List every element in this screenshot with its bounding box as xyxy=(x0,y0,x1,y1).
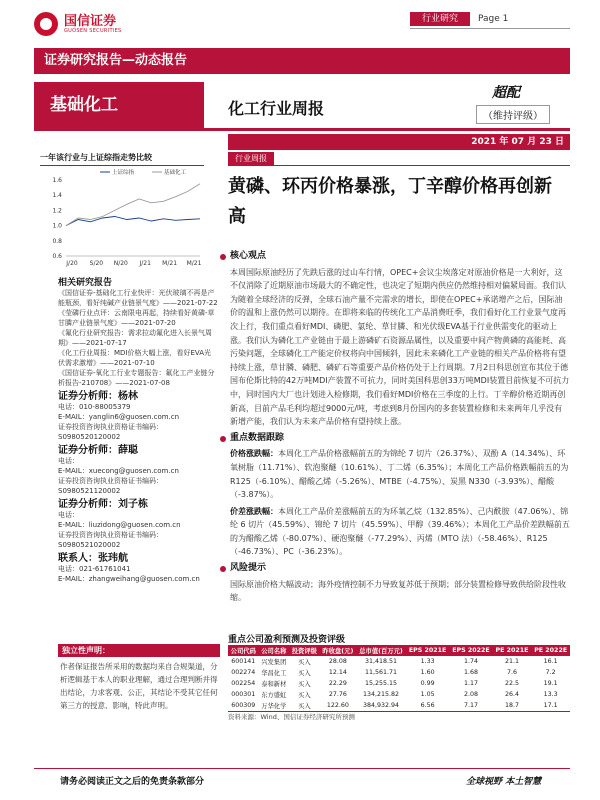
table-cell: 1.74 xyxy=(463,658,478,665)
sector-label: 基础化工 xyxy=(34,82,204,128)
table-cell: 27.76 xyxy=(328,691,347,698)
table-header: EPS 2021E xyxy=(406,645,449,656)
report-tag: 行业周报 xyxy=(228,152,274,165)
disclaimer-text: 作者保证报告所采用的数据均来自合规渠道，分析逻辑基于本人的职业理解，通过合理判断并得出结论，力求客观、公正，其结论不受其它任何第三方的授意、影响，特此声明。 xyxy=(60,662,218,710)
section-title: 重点数据跟踪 xyxy=(230,432,285,443)
page-number: Page 1 xyxy=(478,14,509,24)
x-tick-label: J/20 xyxy=(66,260,78,267)
table-cell: 15,255.15 xyxy=(364,680,398,687)
table-cell: 1.05 xyxy=(420,691,435,698)
x-tick-label: S/20 xyxy=(89,260,104,267)
y-tick-label: 0.6 xyxy=(52,253,62,260)
table-cell: 17.1 xyxy=(531,700,570,712)
table-cell: 600309 xyxy=(228,700,259,712)
risk-paragraph: 国际原油价格大幅波动；海外疫情控制不力导致复苏低于预期；部分装置检修导致供给阶段性收缩。 xyxy=(230,579,566,603)
table-cell: 1.60 xyxy=(420,669,435,676)
section-title: 风险提示 xyxy=(230,563,267,574)
section-data-heading xyxy=(220,432,570,446)
contact-tel: 电话：021-61761041 xyxy=(58,565,131,573)
bullet-icon xyxy=(220,254,226,260)
table-cell: 7.17 xyxy=(449,700,492,712)
sector-divider xyxy=(34,128,570,131)
x-tick-label: N/20 xyxy=(113,260,128,267)
series-line xyxy=(66,184,200,226)
rating: 超配 xyxy=(492,85,520,101)
table-cell: 002274 xyxy=(231,669,256,676)
spread-text: 本周化工产品价差涨幅前五的为环氧乙烷（132.85%）、己内酰胺（47.06%）、锦纶 6 切片（45.59%）、锦纶 7 切片（45.59%）、甲醇（39.46%）；本周化工产品价差跌幅前五的为醋酸乙烯（-80.07%）、硬泡聚醚（-77.29%）、丙烯（MTO 法）（-58.46%）、R125（-46.73%）、PC（-36.23%）。 xyxy=(230,506,570,557)
report-title: 化工行业周报 xyxy=(228,99,325,118)
analyst-block xyxy=(58,446,218,496)
table-row xyxy=(228,678,570,689)
table-cell: 122.60 xyxy=(320,700,357,712)
table-cell: 31,418.51 xyxy=(364,658,398,665)
analyst-role: 证券分析师： xyxy=(58,391,118,402)
table-header: PE 2022E xyxy=(531,645,570,656)
footer-slogan: 全球视野 本土智慧 xyxy=(466,777,542,787)
rating-sub: （维持评级） xyxy=(476,105,550,124)
analyst-cert: 证券投资咨询执业资格证书编码：S0980521120002 xyxy=(58,477,163,495)
table-cell: 2.08 xyxy=(463,691,478,698)
related-item: 《国信证券-基础化工行业快评：光伏玻璃不再是产能瓶颈，看好纯碱产业链景气度》——2021-07-22 xyxy=(58,289,218,307)
legend-label: 上证综指 xyxy=(112,170,135,176)
analyst-role: 证券分析师： xyxy=(58,499,118,510)
table-cell: 买入 xyxy=(298,692,311,699)
table-cell: 19.1 xyxy=(543,680,558,687)
analyst-email: E-MAIL：xuecong@guosen.com.cn xyxy=(58,467,179,475)
table-cell: 21.1 xyxy=(504,658,519,665)
table-cell: 16.1 xyxy=(543,658,558,665)
table-cell: 1.68 xyxy=(463,669,478,676)
table-row xyxy=(228,689,570,700)
section-risk-heading xyxy=(220,562,570,576)
table-cell: 买入 xyxy=(289,700,320,712)
table-header: EPS 2022E xyxy=(449,645,492,656)
y-tick-label: 0.8 xyxy=(52,237,62,245)
table-cell: 兴发集团 xyxy=(261,659,287,666)
footer-divider xyxy=(34,768,570,769)
section-title: 核心观点 xyxy=(230,251,267,261)
contact-block xyxy=(58,554,218,584)
table-cell: 28.08 xyxy=(328,658,347,665)
related-item: 《化工行业周报：MDI价格大幅上涨，看好EVA光伏需求激增》——2021-07-10 xyxy=(58,349,212,367)
table-cell: 134,215.82 xyxy=(362,691,400,698)
analyst-tel: 电话： xyxy=(58,511,79,519)
table-cell: 1.33 xyxy=(420,658,435,665)
table-cell: 12.14 xyxy=(328,669,347,676)
logo-cn-text: 国信证券 xyxy=(64,13,117,29)
table-cell: 384,932.94 xyxy=(356,700,406,712)
table-cell: 7.2 xyxy=(545,669,556,676)
y-tick-label: 1.4 xyxy=(52,192,62,200)
related-item: 《国信证券-氧化工行业专题报告：氟化工产业链分析报告-210708》——2021-07-08 xyxy=(58,369,215,387)
chart-title: 一年该行业与上证综指走势比较 xyxy=(40,152,204,166)
price-paragraph xyxy=(220,447,570,501)
related-item: 《氟化行业研究报告：需求拉动氟化进入长景气周期》——2021-07-17 xyxy=(58,329,212,347)
table-header: 公司代码 xyxy=(228,645,259,656)
y-tick-label: 1.0 xyxy=(52,222,62,230)
analyst-name: 刘子栋 xyxy=(118,499,148,510)
disclaimer-title: 独立性声明： xyxy=(58,644,220,657)
table-cell: 买入 xyxy=(298,670,311,677)
table-cell: 6.56 xyxy=(406,700,449,712)
table-header: PE 2021E xyxy=(493,645,532,656)
series-line xyxy=(66,217,200,226)
bullet-icon xyxy=(220,436,226,442)
table-cell: 26.4 xyxy=(504,691,519,698)
left-column xyxy=(58,278,218,584)
table-header: 总市值(百万元) xyxy=(356,645,406,656)
table-cell: 7.6 xyxy=(506,669,517,676)
analyst-name: 杨林 xyxy=(118,391,138,402)
related-title: 相关研究报告 xyxy=(58,278,113,288)
report-banner: 证券研究报告—动态报告 xyxy=(34,48,570,74)
table-cell: 泰和新材 xyxy=(261,681,287,688)
y-tick-label: 1.6 xyxy=(52,177,62,184)
category-label: 行业研究 xyxy=(410,12,470,26)
analyst-block xyxy=(58,500,218,550)
table-row xyxy=(228,656,570,667)
legend-label: 基础化工 xyxy=(164,170,187,176)
table-cell: 东方盛虹 xyxy=(261,692,287,699)
headline: 黄磷、环丙价格暴涨，丁辛醇价格再创新高 xyxy=(228,176,552,227)
table-cell: 22.5 xyxy=(504,680,519,687)
analyst-name: 薛聪 xyxy=(118,445,138,456)
table-cell: 002254 xyxy=(231,680,256,687)
contact-email: E-MAIL：zhangweihang@guosen.com.cn xyxy=(58,575,200,583)
analyst-role: 证券分析师： xyxy=(58,445,118,456)
spread-paragraph xyxy=(220,505,570,559)
price-label: 价格涨跌幅： xyxy=(230,449,278,459)
table-note: 资料来源：Wind、国信证券经济研究所预测 xyxy=(228,713,355,721)
contact-role: 联系人： xyxy=(58,553,98,564)
table-cell: 华昌化工 xyxy=(261,670,287,677)
section-core-heading xyxy=(220,250,570,264)
table-cell: 600141 xyxy=(231,658,256,665)
table-header-row xyxy=(228,645,570,656)
table-header: 昨收盘(元) xyxy=(320,645,357,656)
table-cell: 11,561.71 xyxy=(364,669,398,676)
bullet-icon xyxy=(220,566,226,572)
table-cell: 000301 xyxy=(231,691,256,698)
y-tick-label: 1.2 xyxy=(52,207,62,215)
related-item: 《莹磷行业点评：云南限电再起，持续看好黄磷-草甘膦产业链景气度》——2021-07-20 xyxy=(58,309,215,327)
analyst-tel: 电话： xyxy=(58,457,79,465)
table-cell: 18.7 xyxy=(493,700,532,712)
price-text: 本周化工产品价格涨幅前五的为锦纶 7 切片（26.37%）、双酚 A（14.34%）、环氧树脂（11.71%）、软泡聚醚（10.61%）、丁二烯（6.35%）；本周化工产品价格跌幅前五的为 R125（-6.10%）、醋酸乙烯（-5.26%）、MTBE（-4.75%）、炭黑 N330（-3.93%）、醋酸（-3.87%）。 xyxy=(230,449,569,500)
table-header: 公司名称 xyxy=(259,645,290,656)
table-cell: 万华化学 xyxy=(259,700,290,712)
tag-divider xyxy=(228,165,570,166)
header-divider xyxy=(410,28,570,29)
table-header: 投资评级 xyxy=(289,645,320,656)
logo-en-text: GUOSEN SECURITIES xyxy=(64,27,122,34)
analyst-cert: 证券投资咨询执业资格证书编码：S0980521020002 xyxy=(58,531,163,549)
table-cell: 13.3 xyxy=(543,691,558,698)
x-tick-label: M/21 xyxy=(162,260,178,267)
table-cell: 买入 xyxy=(298,681,311,688)
company-logo xyxy=(34,12,122,36)
table-cell: 22.29 xyxy=(328,680,347,687)
main-content xyxy=(220,250,570,608)
contact-name: 张玮航 xyxy=(98,553,128,564)
forecast-table xyxy=(228,645,570,712)
table-title: 重点公司盈利预测及投资评级 xyxy=(228,635,346,645)
table-cell: 0.99 xyxy=(420,680,435,687)
trend-chart xyxy=(40,166,206,272)
table-cell: 1.17 xyxy=(463,680,478,687)
logo-mark-icon xyxy=(34,12,58,36)
analyst-email: E-MAIL：liuzidong@guosen.com.cn xyxy=(58,521,181,529)
report-date: 2021 年 07 月 23 日 xyxy=(228,134,570,150)
core-paragraph: 本周国际原油经历了先跌后涨的过山车行情，OPEC+会议尘埃落定对原油价格是一大利好，这不仅消除了近期原油市场最大的不确定性，也决定了短期内供应仍然维持相对偏紧局面。我们认为随着全球经济的反弹，全球石油产量不完需求的增长，即使在OPEC+承诺增产之后，国际油价的温和上涨仍然可以期待。在即将来临的传统化工产品消费旺季，我们看好化工行业景气度再次上行，我们重点看好MDI、磷肥、氯纶、草甘膦、和光伏级EVA基于行业供需变化的驱动上涨。我们认为磷化工产业链由于最上游磷矿石资源品属性，以及重要中间产物黄磷的高能耗、高污染问题，全球磷化工产能定价权将向中国倾斜，因此未来磷化工产业链的相关产品价格将有望持续上涨，草甘膦、磷肥、磷矿石等重要产品价格仍处于上行周期。7月2日科思创宣布其位于德国布伦斯比特的42万吨MDI产装置不可抗力，同时美国科思创33万吨MDI装置目前恢复不可抗力中，同时国内大厂也计划进入检修期，我们看好MDI价格在三季度的上行。丁辛醇价格近期再创新高，目前产品毛利均超过9000元/吨，考虑到8月份国内的多套装置检修和未来两年几乎没有新增产能，我们认为未来产品价格有望持续上涨。 xyxy=(230,267,570,427)
table-row xyxy=(228,667,570,678)
spread-label: 价差涨跌幅： xyxy=(230,506,278,516)
analyst-block xyxy=(58,392,218,442)
analyst-email: E-MAIL：yanglin6@guosen.com.cn xyxy=(58,413,180,421)
table-cell: 买入 xyxy=(298,659,311,666)
x-tick-label: J/21 xyxy=(139,260,151,267)
x-tick-label: M/21 xyxy=(186,260,202,267)
analyst-tel: 电话：010-88005379 xyxy=(58,403,131,411)
table-row xyxy=(228,700,570,712)
analyst-cert: 证券投资咨询执业资格证书编码：S0980520120002 xyxy=(58,423,163,441)
footer-disclaimer: 请务必阅读正文之后的免责条款部分 xyxy=(60,777,205,787)
